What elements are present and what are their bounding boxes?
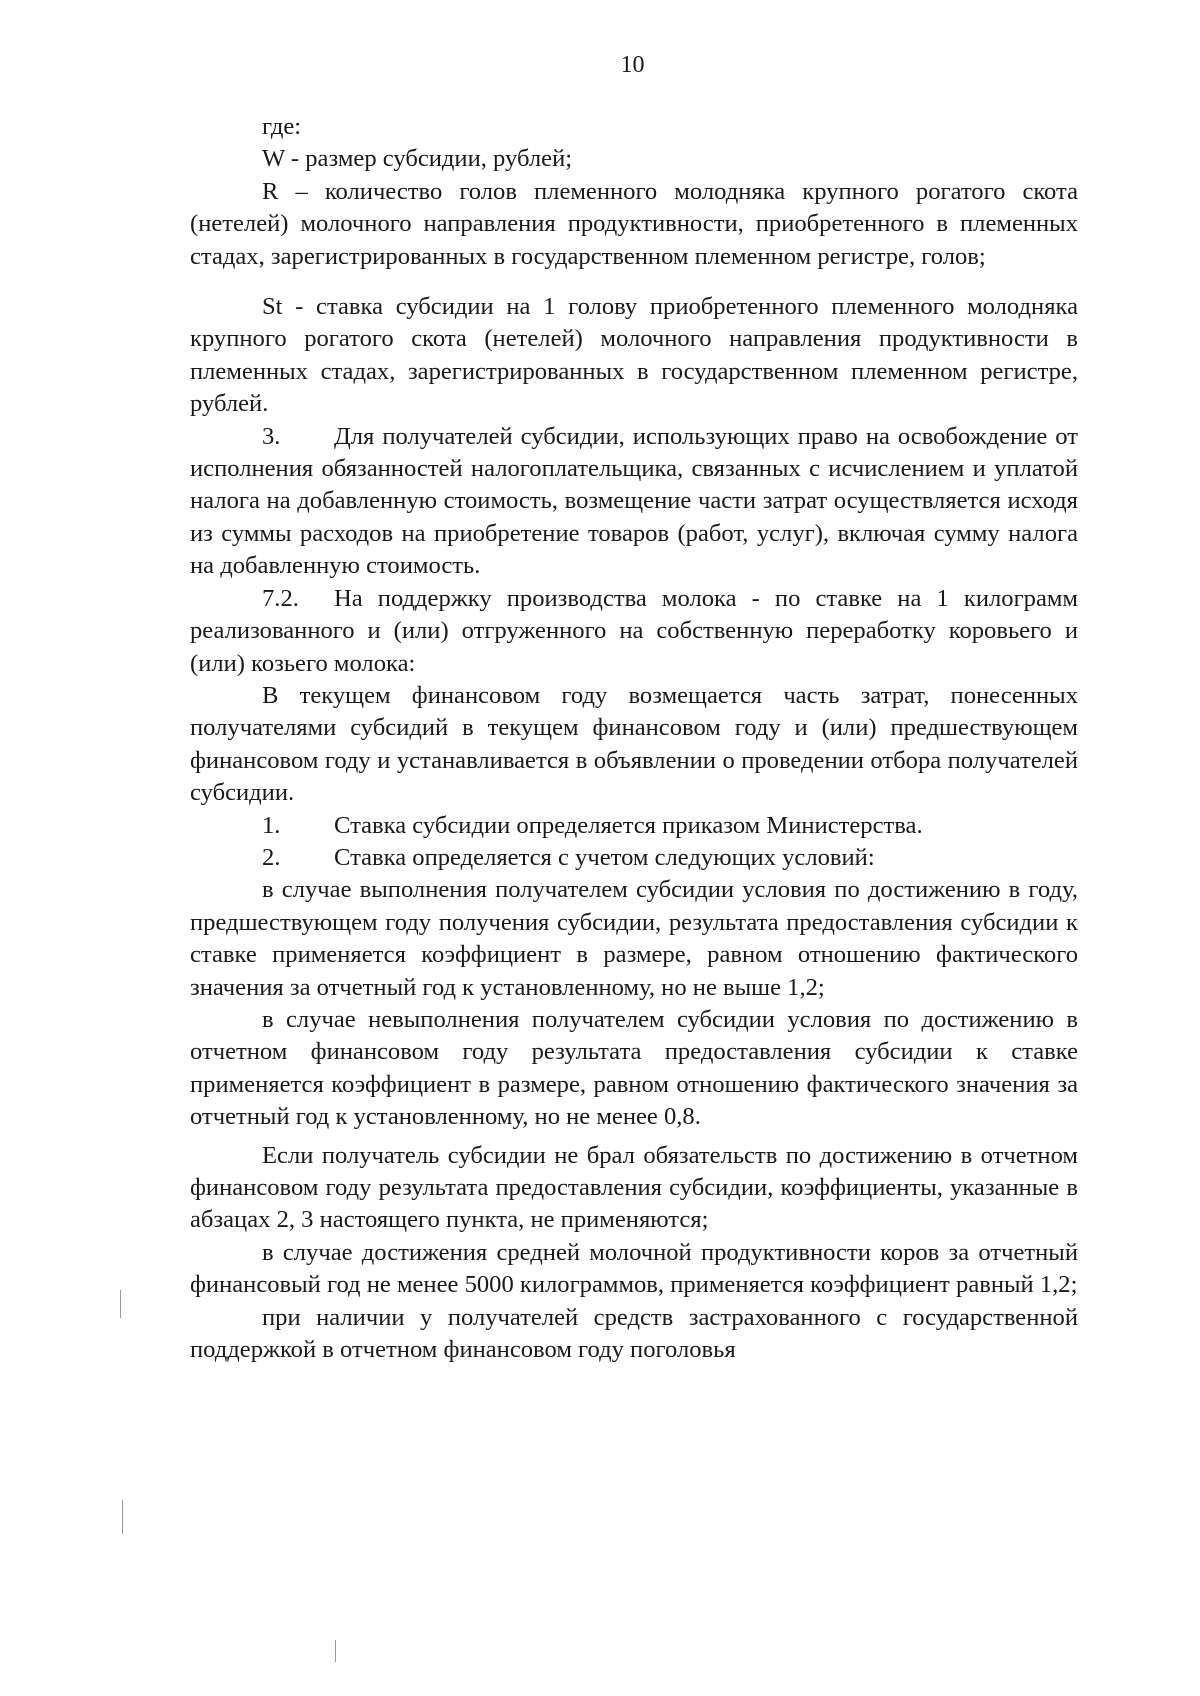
paragraph-no-obligations: Если получатель субсидии не брал обязательств по достижению в отчетном финансовом году результата предоставления субсидии, коэффициенты, указанные в абзацах 2, 3 настоящего пункта, не применяются; — [190, 1141, 1078, 1234]
item-2-text: Ставка определяется с учетом следующих условий: — [334, 843, 875, 871]
scan-mark-left-1 — [120, 1290, 121, 1318]
page-number: 10 — [620, 52, 645, 78]
scan-mark-bottom — [335, 1640, 336, 1662]
paragraph-milk-productivity: в случае достижения средней молочной продуктивности коров за отчетный финансовый год не менее 5000 килограммов, применяется коэффициент равный 1,2; — [190, 1238, 1078, 1299]
paragraph-condition-not-fulfilled: в случае невыполнения получателем субсидии условия по достижению в отчетном финансовом году результата предоставления субсидии к ставке применяется коэффициент в размере, равном отношению фактического значения за отчетный год к установленному, но не менее 0,8. — [190, 1005, 1078, 1131]
item-number-1: 1. — [262, 811, 281, 839]
item-number-3: 3. — [262, 422, 281, 450]
document-body — [190, 111, 1078, 1366]
item-7-2-text: На поддержку производства молока - по ставке на 1 килограмм реализованного и (или) отгруженного на собственную переработку коровьего и (или) козьего молока: — [190, 584, 1078, 677]
paragraph-current-year: В текущем финансовом году возмещается часть затрат, понесенных получателями субсидий в текущем финансовом году и (или) предшествующем финансовом году и устанавливается в объявлении о проведении отбора получателей субсидии. — [190, 681, 1078, 807]
paragraph-r-definition: R – количество голов племенного молодняка крупного рогатого скота (нетелей) молочного направления продуктивности, приобретенного в племенных стадах, зарегистрированных в государственном племенном регистре, голов; — [190, 177, 1078, 270]
paragraph-where: где: — [262, 113, 302, 140]
paragraph-w-definition: W - размер субсидии, рублей; — [262, 145, 573, 173]
paragraph-condition-fulfilled: в случае выполнения получателем субсидии условия по достижению в году, предшествующем году получения субсидии, результата предоставления субсидии к ставке применяется коэффициент в размере, равном отношению фактического значения за отчетный год к установленному, но не выше 1,2; — [190, 876, 1078, 1001]
item-number-7-2: 7.2. — [262, 584, 299, 612]
paragraph-item-2 — [190, 842, 1078, 874]
paragraph-insured-livestock: при наличии у получателей средств застрахованного с государственной поддержкой в отчетном финансовом году поголовья — [190, 1303, 1078, 1364]
item-1-text: Ставка субсидии определяется приказом Министерства. — [334, 811, 923, 839]
paragraph-item-3 — [190, 421, 1078, 583]
scan-mark-left-2 — [122, 1500, 123, 1534]
item-3-text: Для получателей субсидии, использующих право на освобождение от исполнения обязанностей налогоплательщика, связанных с исчислением и уплатой налога на добавленную стоимость, возмещение части затрат осуществляется исходя из суммы расходов на приобретение товаров (работ, услуг), включая сумму налога на добавленную стоимость. — [190, 422, 1078, 580]
item-number-2: 2. — [262, 843, 281, 871]
paragraph-item-1 — [190, 810, 1078, 842]
paragraph-st-definition: St - ставка субсидии на 1 голову приобретенного племенного молодняка крупного рогатого скота (нетелей) молочного направления продуктивности в племенных стадах, зарегистрированных в государственном племенном регистре, рублей. — [190, 293, 1078, 418]
paragraph-item-7-2 — [190, 583, 1078, 680]
